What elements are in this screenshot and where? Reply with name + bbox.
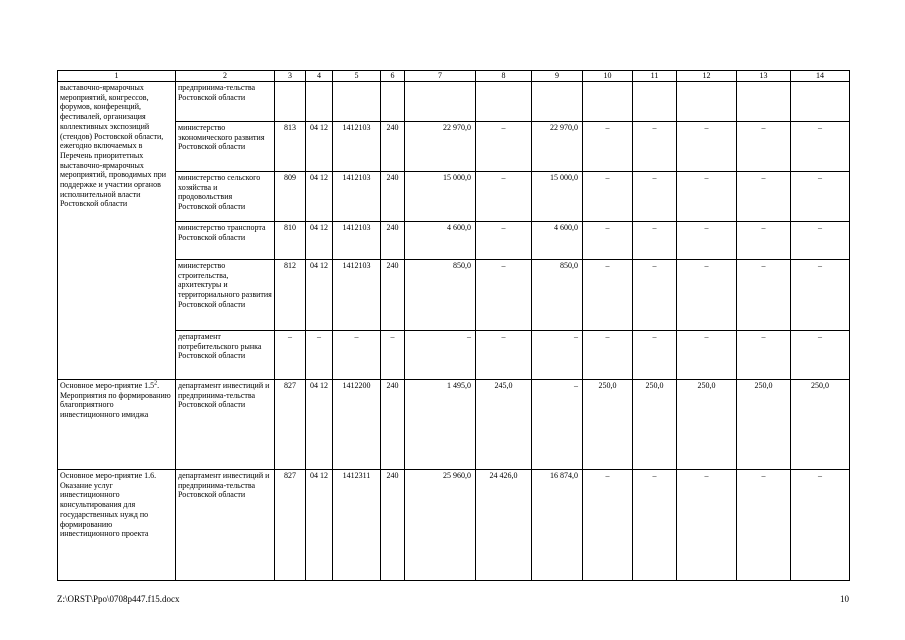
value-cell: – <box>633 331 677 380</box>
column-header: 11 <box>633 71 677 82</box>
value-cell: – <box>677 172 737 222</box>
value-cell: – <box>476 172 532 222</box>
value-cell: 22 970,0 <box>532 122 583 172</box>
column-header: 10 <box>583 71 633 82</box>
value-cell: – <box>737 122 791 172</box>
value-cell: – <box>583 470 633 581</box>
value-cell: 1412103 <box>333 222 381 260</box>
table-row <box>58 380 850 470</box>
value-cell: 240 <box>381 222 405 260</box>
value-cell: 240 <box>381 172 405 222</box>
value-cell: 04 12 <box>306 122 333 172</box>
value-cell: 250,0 <box>791 380 850 470</box>
column-header: 9 <box>532 71 583 82</box>
header-row <box>58 71 850 82</box>
value-cell: – <box>737 172 791 222</box>
value-cell: – <box>791 470 850 581</box>
value-cell: 250,0 <box>677 380 737 470</box>
value-cell: – <box>677 122 737 172</box>
executor-cell: министерство экономического развития Ростовской области <box>176 122 275 172</box>
budget-table <box>57 70 850 581</box>
event-name-cell: Основное меро-приятие $1.5^2$. Мероприятия по формированию благоприятного инвестиционного имиджа <box>58 380 176 470</box>
value-cell: 240 <box>381 260 405 331</box>
value-cell: 24 426,0 <box>476 470 532 581</box>
value-cell: 850,0 <box>532 260 583 331</box>
column-header: 3 <box>275 71 306 82</box>
value-cell: – <box>583 260 633 331</box>
column-header: 6 <box>381 71 405 82</box>
value-cell: 245,0 <box>476 380 532 470</box>
value-cell: 250,0 <box>633 380 677 470</box>
value-cell: 250,0 <box>737 380 791 470</box>
value-cell: 827 <box>275 380 306 470</box>
value-cell: – <box>306 331 333 380</box>
column-header: 5 <box>333 71 381 82</box>
page-footer <box>57 594 849 604</box>
column-header: 12 <box>677 71 737 82</box>
value-cell: – <box>532 380 583 470</box>
value-cell: 4 600,0 <box>405 222 476 260</box>
value-cell: – <box>532 331 583 380</box>
value-cell: – <box>633 260 677 331</box>
value-cell: – <box>791 122 850 172</box>
value-cell: – <box>381 331 405 380</box>
value-cell: 813 <box>275 122 306 172</box>
table-row <box>58 122 850 172</box>
column-header: 8 <box>476 71 532 82</box>
value-cell: – <box>677 260 737 331</box>
column-header: 2 <box>176 71 275 82</box>
value-cell: – <box>791 172 850 222</box>
executor-cell: департамент потребительского рынка Ростовской области <box>176 331 275 380</box>
value-cell: 250,0 <box>583 380 633 470</box>
value-cell: 1412103 <box>333 260 381 331</box>
value-cell: 15 000,0 <box>532 172 583 222</box>
value-cell: 04 12 <box>306 260 333 331</box>
value-cell: – <box>677 331 737 380</box>
value-cell: 1412103 <box>333 172 381 222</box>
value-cell: 04 12 <box>306 172 333 222</box>
value-cell: 812 <box>275 260 306 331</box>
column-header: 14 <box>791 71 850 82</box>
executor-cell: министерство сельского хозяйства и продовольствия Ростовской области <box>176 172 275 222</box>
value-cell: 240 <box>381 380 405 470</box>
value-cell: – <box>791 222 850 260</box>
value-cell: – <box>633 122 677 172</box>
value-cell: – <box>583 172 633 222</box>
value-cell: 25 960,0 <box>405 470 476 581</box>
value-cell: – <box>583 222 633 260</box>
value-cell: 15 000,0 <box>405 172 476 222</box>
value-cell: 1412200 <box>333 380 381 470</box>
table-row <box>58 172 850 222</box>
value-cell: – <box>677 222 737 260</box>
value-cell: – <box>476 222 532 260</box>
executor-cell: департамент инвестиций и предпринима-тельства Ростовской области <box>176 380 275 470</box>
value-cell: – <box>677 470 737 581</box>
value-cell: – <box>583 122 633 172</box>
table-row <box>58 470 850 581</box>
value-cell: 240 <box>381 470 405 581</box>
table-row <box>58 222 850 260</box>
value-cell: – <box>275 331 306 380</box>
table-row <box>58 260 850 331</box>
value-cell: – <box>633 172 677 222</box>
table-row <box>58 331 850 380</box>
value-cell: – <box>633 222 677 260</box>
value-cell: 22 970,0 <box>405 122 476 172</box>
value-cell: – <box>333 331 381 380</box>
executor-cell: министерство строительства, архитектуры и территориального развития Ростовской области <box>176 260 275 331</box>
value-cell: – <box>791 331 850 380</box>
file-path: Z:\ORST\Ppo\0708p447.f15.docx <box>57 594 180 604</box>
executor-cell: департамент инвестиций и предпринима-тельства Ростовской области <box>176 470 275 581</box>
value-cell: – <box>476 260 532 331</box>
value-cell: 810 <box>275 222 306 260</box>
column-header: 4 <box>306 71 333 82</box>
executor-cell: предпринима-тельства Ростовской области <box>176 82 275 122</box>
value-cell: – <box>633 470 677 581</box>
value-cell: 1412103 <box>333 122 381 172</box>
value-cell: – <box>737 222 791 260</box>
table-row <box>58 82 850 122</box>
value-cell: – <box>737 260 791 331</box>
value-cell: – <box>583 331 633 380</box>
value-cell: 1412311 <box>333 470 381 581</box>
value-cell: – <box>737 470 791 581</box>
value-cell: 4 600,0 <box>532 222 583 260</box>
column-header: 7 <box>405 71 476 82</box>
value-cell: 1 495,0 <box>405 380 476 470</box>
value-cell: – <box>791 260 850 331</box>
value-cell: 04 12 <box>306 470 333 581</box>
value-cell: 240 <box>381 122 405 172</box>
event-name-cell: Основное меро-приятие 1.6. Оказание услуг инвестиционного консультирования для государственных нужд по формированию инвестиционного проекта <box>58 470 176 581</box>
value-cell: 850,0 <box>405 260 476 331</box>
value-cell: – <box>737 331 791 380</box>
value-cell: 16 874,0 <box>532 470 583 581</box>
value-cell: 827 <box>275 470 306 581</box>
page-number: 10 <box>840 594 849 604</box>
value-cell: – <box>476 122 532 172</box>
value-cell: – <box>476 331 532 380</box>
column-header: 1 <box>58 71 176 82</box>
event-name-cell: выставочно-ярмарочных мероприятий, конгрессов, форумов, конференций, фестивалей, организация коллективных экспозиций (стендов) Ростовской области, ежегодно включаемых в Перечень приоритетных выставочно-ярмарочных мероприятий, проводимых при поддержке и участии органов исполнительной власти Ростовской области <box>58 82 176 380</box>
value-cell: 04 12 <box>306 380 333 470</box>
value-cell: 04 12 <box>306 222 333 260</box>
column-header: 13 <box>737 71 791 82</box>
executor-cell: министерство транспорта Ростовской области <box>176 222 275 260</box>
value-cell: 809 <box>275 172 306 222</box>
value-cell: – <box>405 331 476 380</box>
